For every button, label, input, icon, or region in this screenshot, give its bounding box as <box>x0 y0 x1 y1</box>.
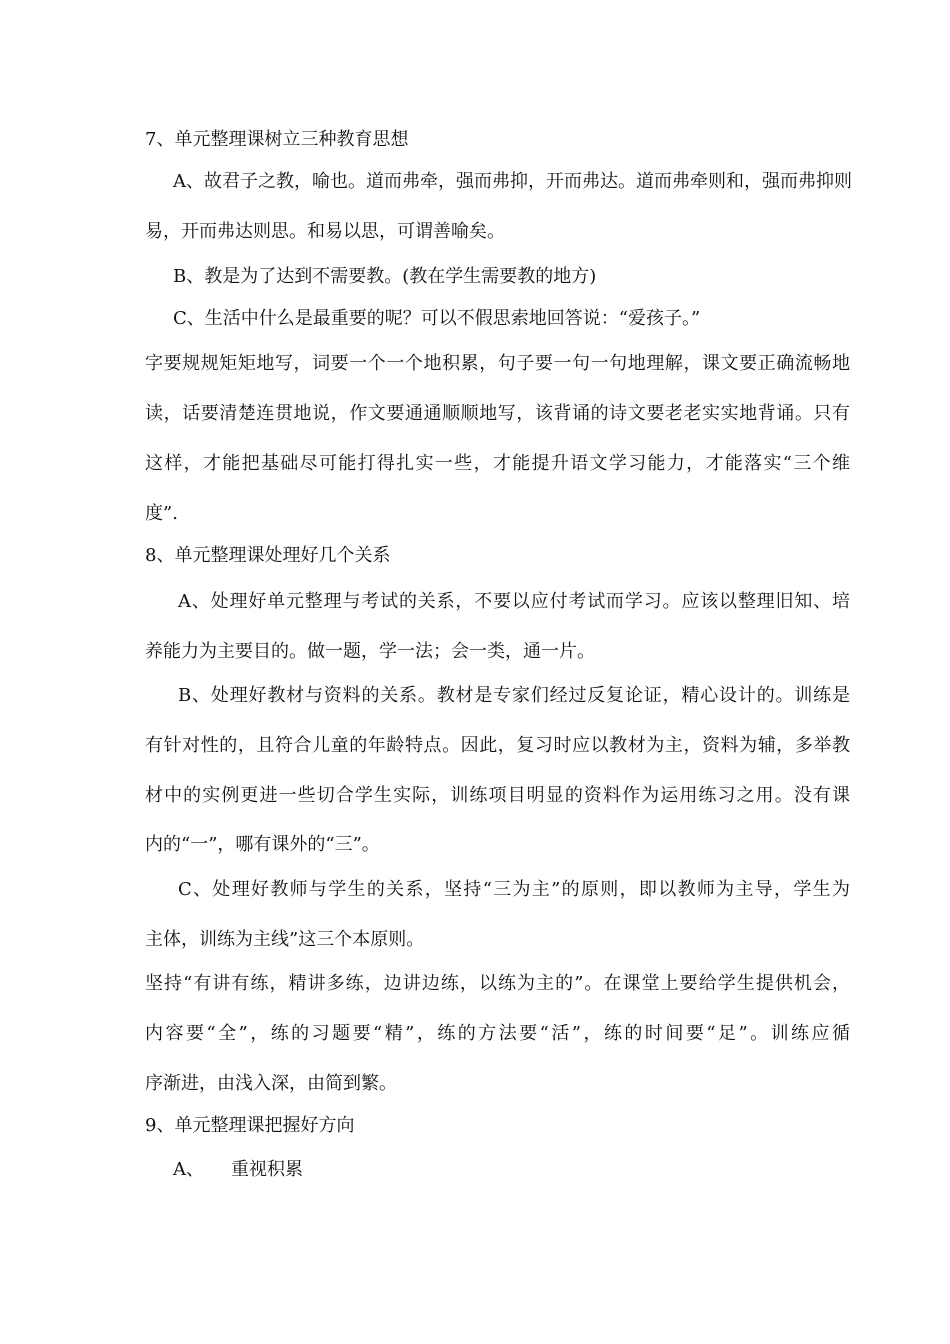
paragraph-line: A、故君子之教，喻也。道而弗牵，强而弗抑，开而弗达。道而弗牵则和，强而弗抑则 <box>173 171 852 192</box>
paragraph-line: 材中的实例更进一些切合学生实际，训练项目明显的资料作为运用练习之用。没有课 <box>145 785 850 806</box>
paragraph-line: 读，话要清楚连贯地说，作文要通通顺顺地写，该背诵的诗文要老老实实地背诵。只有 <box>145 403 850 424</box>
paragraph-line: 这样，才能把基础尽可能打得扎实一些，才能提升语文学习能力，才能落实“三个维 <box>145 453 850 474</box>
paragraph-line: C、生活中什么是最重要的呢？可以不假思索地回答说：“爱孩子。” <box>173 308 701 329</box>
paragraph-line: 坚持“有讲有练，精讲多练，边讲边练，以练为主的”。在课堂上要给学生提供机会， <box>145 973 850 994</box>
paragraph-line: 字要规规矩矩地写，词要一个一个地积累，句子要一句一句地理解，课文要正确流畅地 <box>145 353 850 374</box>
heading-section-9: 9、单元整理课把握好方向 <box>145 1115 355 1136</box>
list-item-text: 重视积累 <box>231 1159 303 1180</box>
list-item <box>173 1158 303 1182</box>
paragraph-line: 有针对性的，且符合儿童的年龄特点。因此，复习时应以教材为主，资料为辅，多举教 <box>145 735 850 756</box>
paragraph-line: 养能力为主要目的。做一题，学一法；会一类，通一片。 <box>145 641 595 662</box>
paragraph-line: B、处理好教材与资料的关系。教材是专家们经过反复论证，精心设计的。训练是 <box>178 685 850 706</box>
paragraph-line: 内的“一”，哪有课外的“三”。 <box>145 834 380 855</box>
heading-section-8: 8、单元整理课处理好几个关系 <box>145 545 391 566</box>
paragraph-line: 序渐进，由浅入深，由简到繁。 <box>145 1073 397 1094</box>
list-item-label: A、 <box>173 1159 204 1180</box>
paragraph-line: 主体，训练为主线”这三个本原则。 <box>145 929 425 950</box>
paragraph-line: 度”. <box>145 503 178 524</box>
paragraph-line: B、教是为了达到不需要教。(教在学生需要教的地方) <box>173 266 597 287</box>
paragraph-line: 内容要“全”，练的习题要“精”，练的方法要“活”，练的时间要“足”。训练应循 <box>145 1023 850 1044</box>
paragraph-line: A、处理好单元整理与考试的关系，不要以应付考试而学习。应该以整理旧知、培 <box>178 591 850 612</box>
paragraph-line: 易，开而弗达则思。和易以思，可谓善喻矣。 <box>145 221 505 242</box>
heading-section-7: 7、单元整理课树立三种教育思想 <box>145 129 409 150</box>
paragraph-line: C、处理好教师与学生的关系，坚持“三为主”的原则，即以教师为主导，学生为 <box>178 879 850 900</box>
